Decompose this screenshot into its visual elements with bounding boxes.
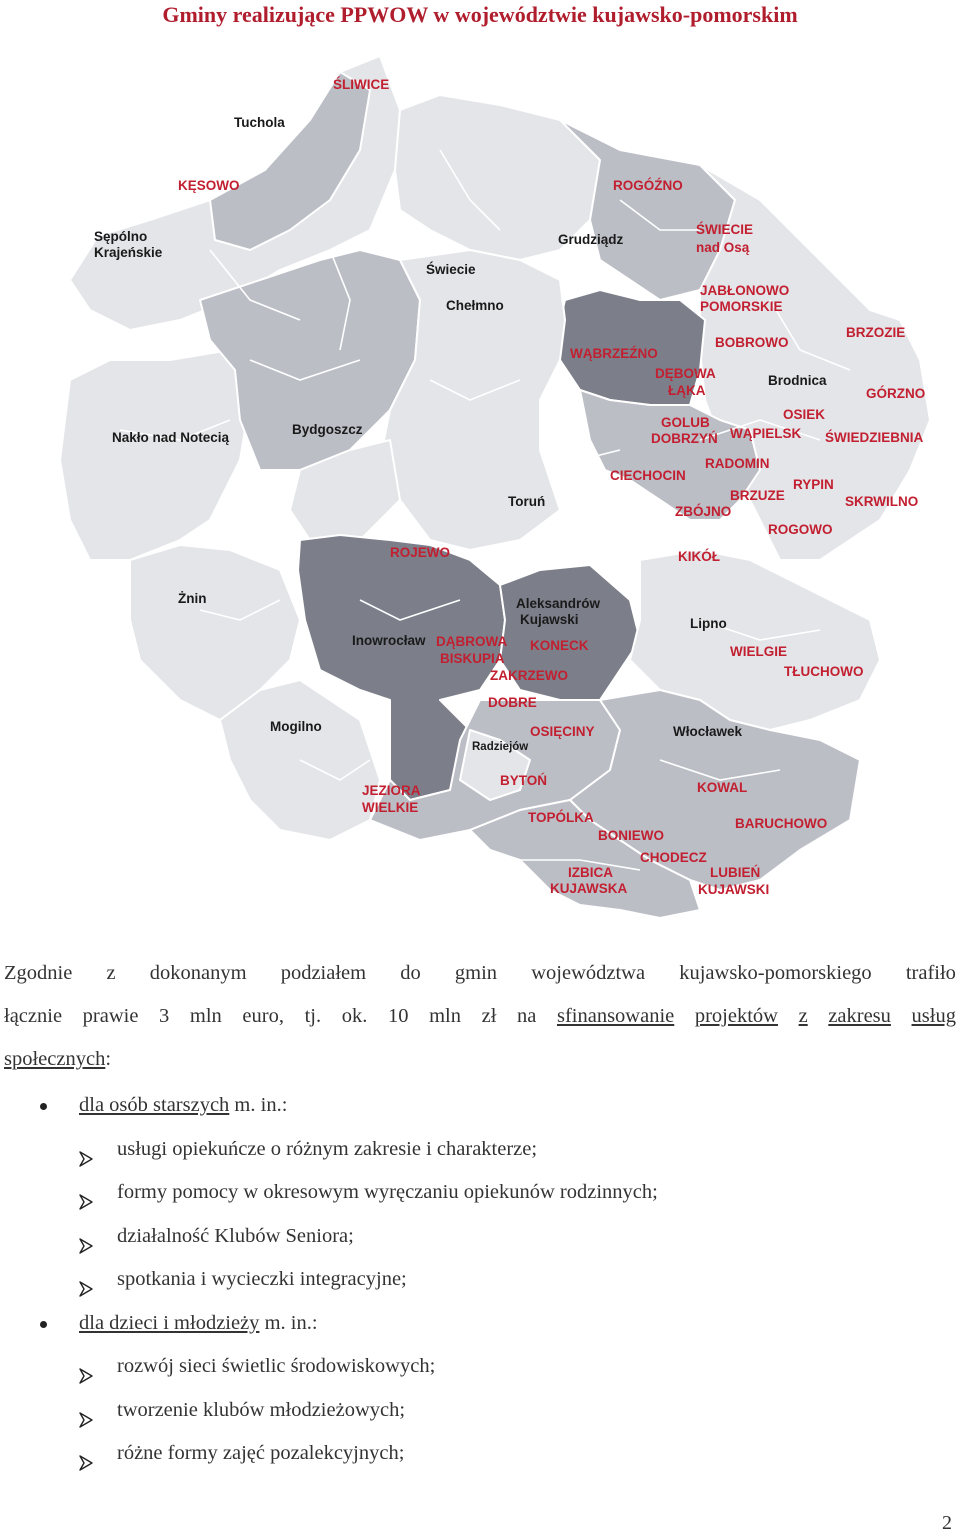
city-label: Lipno: [690, 616, 727, 631]
municipality-label: KIKÓŁ: [678, 549, 720, 564]
municipality-label: DOBRE: [488, 695, 537, 710]
paragraph-word-underlined: projektów: [694, 1005, 778, 1027]
municipality-label: KUJAWSKA: [550, 881, 628, 896]
municipality-label: DĘBOWA: [655, 366, 716, 381]
list-item: [0, 1215, 960, 1259]
bullet-dot-icon: [40, 1321, 47, 1328]
city-label: Sępólno: [94, 229, 148, 244]
youth-heading: dla dzieci i młodzieży: [79, 1311, 260, 1334]
paragraph-line-1: [4, 952, 956, 995]
paragraph-line-3: społecznych:: [4, 1048, 112, 1070]
city-label: Inowrocław: [352, 633, 426, 648]
arrow-bullet-icon: [79, 1227, 93, 1243]
list-item: [0, 1389, 960, 1433]
paragraph-word: trafiło: [905, 962, 956, 984]
bullet-seniors: dla osób starszych m. in.:: [0, 1084, 960, 1128]
list-item-text: spotkania i wycieczki integracyjne;: [117, 1268, 407, 1290]
city-label: Włocławek: [673, 724, 743, 739]
paragraph-word: 3: [159, 1005, 170, 1027]
municipality-label: GÓRZNO: [866, 386, 926, 401]
municipality-label: OSIEK: [783, 407, 826, 422]
city-label: Krajeńskie: [94, 245, 163, 260]
voivodeship-map: [40, 52, 940, 922]
municipality-label: ZAKRZEWO: [490, 668, 568, 683]
municipality-label: BARUCHOWO: [735, 816, 828, 831]
paragraph-word-underlined: z: [798, 1005, 808, 1027]
municipality-label: WIELGIE: [730, 644, 787, 659]
paragraph-word-underlined: zakresu: [828, 1005, 891, 1027]
paragraph-word: Zgodnie: [4, 962, 73, 984]
list-item: [0, 1258, 960, 1302]
list-item: [0, 1128, 960, 1172]
paragraph-word: dokonanym: [149, 962, 247, 984]
municipality-label: CIECHOCIN: [610, 468, 686, 483]
municipality-label: IZBICA: [568, 865, 613, 880]
municipality-label: POMORSKIE: [700, 299, 783, 314]
municipality-label: GOLUB: [661, 415, 710, 430]
paragraph-word: województwa: [531, 962, 646, 984]
municipality-label: WĄPIELSK: [730, 426, 802, 441]
arrow-bullet-icon: [79, 1401, 93, 1417]
paragraph-word: podziałem: [280, 962, 367, 984]
list-item-text: działalność Klubów Seniora;: [117, 1224, 354, 1247]
paragraph-word: kujawsko-pomorskiego: [679, 962, 872, 984]
municipality-label: KUJAWSKI: [698, 882, 770, 897]
municipality-label: KONECK: [530, 638, 589, 653]
municipality-label: JABŁONOWO: [700, 283, 790, 298]
municipality-label: DĄBROWA: [436, 634, 508, 649]
municipality-label: ZBÓJNO: [675, 504, 732, 519]
municipality-label: LUBIEŃ: [710, 865, 761, 880]
municipality-label: ŁĄKA: [668, 383, 706, 398]
paragraph-word: tj.: [304, 1005, 322, 1027]
municipality-label: JEZIORA: [362, 783, 421, 798]
municipality-label: BYTOŃ: [500, 773, 548, 788]
page-title: Gminy realizujące PPWOW w województwie kujawsko-pomorskim: [162, 2, 798, 27]
paragraph-word: zł: [481, 1005, 497, 1027]
city-label: Tuchola: [234, 115, 285, 130]
list-item-text: usługi opiekuńcze o różnym zakresie i charakterze;: [117, 1137, 538, 1160]
city-label: Chełmno: [446, 298, 504, 313]
paragraph-word-underlined: usług: [911, 1005, 956, 1027]
municipality-label: TŁUCHOWO: [784, 664, 864, 679]
paragraph-word: do: [400, 962, 421, 984]
underlined-phrase: społecznych: [4, 1048, 106, 1070]
municipality-label: ŚWIEDZIEBNIA: [825, 430, 924, 445]
paragraph-word: mln: [189, 1005, 222, 1027]
municipality-label: KĘSOWO: [178, 178, 240, 193]
list-item: [0, 1171, 960, 1215]
municipality-label: ROGÓŹNO: [613, 178, 683, 193]
list-item-text: tworzenie klubów młodzieżowych;: [117, 1398, 406, 1421]
municipality-label: BOBROWO: [715, 335, 789, 350]
paragraph-word: ok.: [341, 1005, 368, 1027]
paragraph-word: na: [517, 1005, 537, 1027]
city-label: Radziejów: [472, 741, 529, 753]
municipality-label: BISKUPIA: [440, 651, 505, 666]
municipality-label: nad Osą: [696, 240, 750, 255]
municipality-label: DOBRZYŃ: [651, 431, 718, 446]
seniors-heading: dla osób starszych: [79, 1094, 230, 1116]
paragraph-word: z: [106, 962, 116, 984]
paragraph-word-underlined: sfinansowanie: [556, 1005, 675, 1027]
city-label: Mogilno: [270, 719, 322, 734]
municipality-label: RYPIN: [793, 477, 834, 492]
municipality-label: CHODECZ: [640, 850, 707, 865]
arrow-bullet-icon: [79, 1183, 93, 1199]
summary-paragraph: [4, 952, 956, 1081]
municipality-label: SKRWILNO: [845, 494, 919, 509]
city-label: Aleksandrów: [516, 596, 601, 611]
municipality-label: ROGOWO: [768, 522, 833, 537]
arrow-bullet-icon: [79, 1270, 93, 1286]
city-label: Bydgoszcz: [292, 422, 363, 437]
city-label: Toruń: [508, 494, 546, 509]
city-label: Nakło nad Notecią: [112, 430, 230, 445]
city-label: Żnin: [178, 591, 207, 606]
municipality-region: [60, 350, 250, 560]
municipality-label: BONIEWO: [598, 828, 664, 843]
municipality-label: ŚWIECIE: [696, 222, 754, 237]
list-item: [0, 1432, 960, 1476]
paragraph-word: 10: [387, 1005, 409, 1027]
paragraph-line-2: [4, 995, 956, 1038]
municipality-label: WĄBRZEŹNO: [570, 346, 658, 361]
municipality-label: OSIĘCINY: [530, 724, 595, 739]
municipality-label: BRZUZE: [730, 488, 785, 503]
paragraph-word: prawie: [82, 1005, 139, 1027]
municipality-label: ŚLIWICE: [333, 77, 390, 92]
youth-items: [0, 1345, 960, 1476]
list-item-text: rozwój sieci świetlic środowiskowych;: [117, 1355, 436, 1377]
paragraph-word: gmin: [454, 962, 498, 984]
municipality-label: KOWAL: [697, 780, 748, 795]
municipality-label: WIELKIE: [362, 800, 419, 815]
paragraph-word: euro,: [242, 1005, 284, 1027]
municipality-label: BRZOZIE: [846, 325, 906, 340]
bullet-dot-icon: [40, 1103, 47, 1110]
municipality-label: RADOMIN: [705, 456, 770, 471]
municipality-label: ROJEWO: [390, 545, 451, 560]
city-label: Brodnica: [768, 373, 827, 388]
city-label: Świecie: [426, 262, 476, 277]
city-label: Grudziądz: [558, 232, 624, 247]
bullet-youth: dla dzieci i młodzieży m. in.:: [0, 1302, 960, 1346]
page-number: 2: [942, 1512, 952, 1534]
municipality-label: TOPÓLKA: [528, 810, 594, 825]
activities-list: [0, 1084, 960, 1476]
seniors-items: [0, 1128, 960, 1302]
paragraph-word: łącznie: [4, 1005, 63, 1027]
paragraph-word: mln: [429, 1005, 461, 1027]
list-item: [0, 1345, 960, 1389]
city-label: Kujawski: [520, 612, 579, 627]
arrow-bullet-icon: [79, 1140, 93, 1156]
list-item-text: formy pomocy w okresowym wyręczaniu opiekunów rodzinnych;: [117, 1181, 658, 1203]
list-item-text: różne formy zajęć pozalekcyjnych;: [117, 1442, 405, 1464]
arrow-bullet-icon: [79, 1444, 93, 1460]
arrow-bullet-icon: [79, 1357, 93, 1373]
